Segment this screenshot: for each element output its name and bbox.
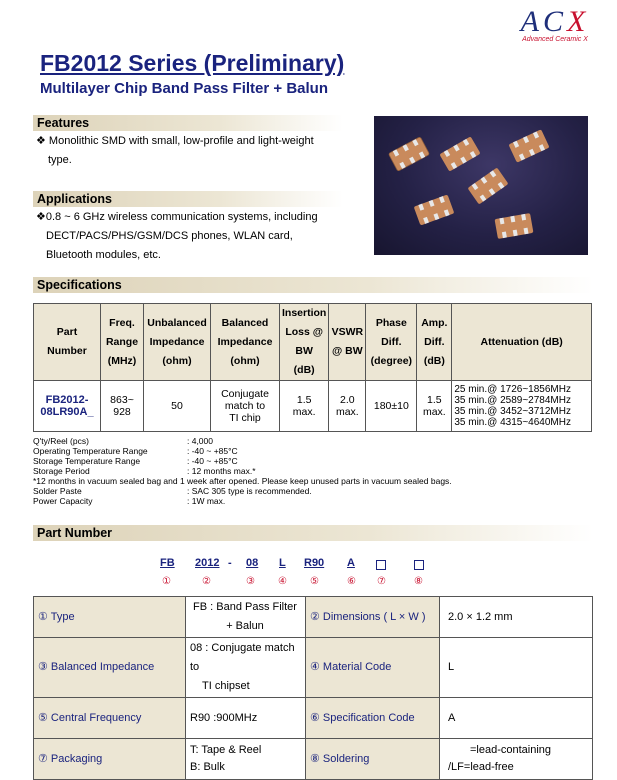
part-number-heading: Part Number — [33, 525, 593, 541]
code-frequency: R90 — [304, 557, 325, 569]
note-solder-paste: Solder Paste : SAC 305 type is recommended. — [33, 486, 312, 496]
col-insertion-loss: Insertion Loss @ BW (dB) — [280, 304, 329, 381]
key-soldering: ⑧ Soldering — [306, 739, 440, 780]
part-number-table — [33, 596, 593, 780]
col-attenuation: Attenuation (dB) — [452, 304, 592, 381]
cell-attenuation: 25 min.@ 1726~1856MHz 35 min.@ 2589~2784MHz 35 min.@ 3452~3712MHz 35 min.@ 4315~4640MHz — [452, 381, 592, 432]
table-row — [34, 597, 593, 638]
code-index-circles: ① ② ③ ④ ⑤ ⑥ ⑦ ⑧ — [162, 576, 423, 587]
page-subtitle: Multilayer Chip Band Pass Filter + Balun — [40, 80, 328, 97]
col-phase-diff: Phase Diff. (degree) — [366, 304, 417, 381]
table-row — [34, 381, 592, 432]
value-packaging: T: Tape & Reel B: Bulk — [186, 739, 306, 780]
applications-text: ❖0.8 ~ 6 GHz wireless communication systems, including DECT/PACS/PHS/GSM/DCS phones, WLAN card, Bluetooth modules, etc. — [36, 211, 318, 261]
code-spec: A — [347, 557, 355, 569]
product-photo — [374, 116, 588, 255]
code-fb: FB — [160, 557, 175, 569]
key-type: ① Type — [34, 597, 186, 638]
key-dimensions: ② Dimensions ( L × W ) — [306, 597, 440, 638]
col-unbalanced-impedance: Unbalanced Impedance (ohm) — [144, 304, 211, 381]
logo-tagline: Advanced Ceramic X — [522, 36, 588, 43]
table-row — [34, 739, 593, 780]
applications-heading: Applications — [33, 191, 343, 207]
code-impedance: 08 — [246, 557, 259, 569]
chip — [414, 194, 455, 225]
code-soldering-box — [414, 560, 424, 570]
table-row — [34, 698, 593, 739]
value-central-frequency: R90 :900MHz — [186, 698, 306, 739]
code-packaging-box — [376, 560, 386, 570]
acx-logo — [510, 6, 600, 43]
cell-freq-range: 863~ 928 — [101, 381, 144, 432]
col-vswr: VSWR @ BW — [329, 304, 366, 381]
cell-balanced: Conjugate match to TI chip — [211, 381, 280, 432]
note-storage-temp: Storage Temperature Range : -40 ~ +85°C — [33, 456, 238, 466]
col-freq-range: Freq. Range (MHz) — [101, 304, 144, 381]
page-title: FB2012 Series (Preliminary) — [40, 50, 345, 76]
chip — [468, 167, 509, 204]
note-operating-temp: Operating Temperature Range : -40 ~ +85°C — [33, 446, 238, 456]
value-soldering: =lead-containing /LF=lead-free — [440, 739, 593, 780]
chip — [439, 136, 480, 171]
value-type: FB : Band Pass Filter + Balun — [186, 597, 306, 638]
table-row — [34, 638, 593, 698]
key-specification-code: ⑥ Specification Code — [306, 698, 440, 739]
cell-amp-diff: 1.5 max. — [417, 381, 452, 432]
key-material-code: ④ Material Code — [306, 638, 440, 698]
chip — [508, 129, 549, 162]
value-specification-code: A — [440, 698, 593, 739]
specifications-table — [33, 303, 592, 432]
value-balanced-impedance: 08 : Conjugate match to TI chipset — [186, 638, 306, 698]
value-material-code: L — [440, 638, 593, 698]
col-amp-diff: Amp. Diff. (dB) — [417, 304, 452, 381]
chip — [495, 213, 534, 239]
cell-phase-diff: 180±10 — [366, 381, 417, 432]
cell-unbalanced: 50 — [144, 381, 211, 432]
logo-wordmark: ACX — [520, 5, 590, 38]
value-dimensions: 2.0 × 1.2 mm — [440, 597, 593, 638]
code-size: 2012 — [195, 557, 220, 569]
key-balanced-impedance: ③ Balanced Impedance — [34, 638, 186, 698]
col-balanced-impedance: Balanced Impedance (ohm) — [211, 304, 280, 381]
cell-insertion-loss: 1.5 max. — [280, 381, 329, 432]
chip — [388, 137, 429, 172]
note-qty-reel: Q'ty/Reel (pcs) : 4,000 — [33, 436, 213, 446]
chip-components-image — [374, 116, 588, 255]
spec-header-row — [34, 304, 592, 381]
note-storage-footnote: *12 months in vacuum sealed bag and 1 week after opened. Please keep unused parts in vacuum sealed bags. — [33, 476, 452, 486]
cell-part-number: FB2012- 08LR90A_ — [34, 381, 101, 432]
col-part-number: Part Number — [34, 304, 101, 381]
note-power-capacity: Power Capacity : 1W max. — [33, 496, 226, 506]
spec-notes — [33, 436, 452, 506]
code-dash: - — [228, 557, 232, 569]
key-central-frequency: ⑤ Central Frequency — [34, 698, 186, 739]
features-text: ❖ Monolithic SMD with small, low-profile and light-weight type. — [36, 135, 314, 166]
code-material: L — [279, 557, 286, 569]
note-storage-period: Storage Period : 12 months max.* — [33, 466, 256, 476]
part-number-code — [0, 557, 617, 573]
features-heading: Features — [33, 115, 343, 131]
key-packaging: ⑦ Packaging — [34, 739, 186, 780]
cell-vswr: 2.0 max. — [329, 381, 366, 432]
specifications-heading: Specifications — [33, 277, 593, 293]
